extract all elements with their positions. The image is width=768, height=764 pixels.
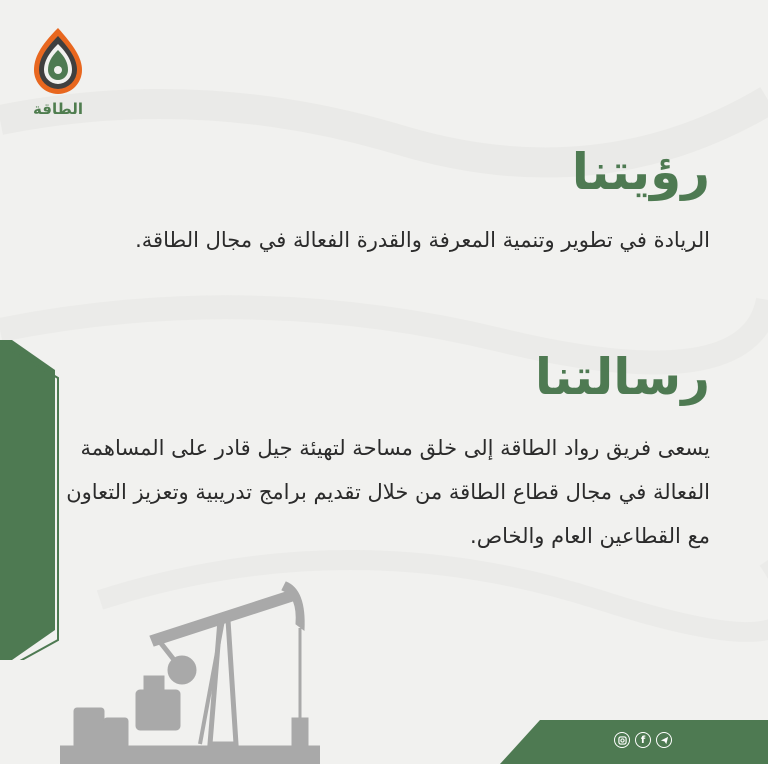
vision-title: رؤيتنا [571,143,710,201]
logo-emblem-icon [26,24,90,104]
facebook-glyph: f [640,734,646,746]
logo-text: الطاقة [33,100,83,118]
telegram-icon[interactable] [656,732,672,748]
social-icons [614,732,672,748]
mission-title: رسالتنا [534,348,710,406]
facebook-icon[interactable] [635,732,651,748]
brand-logo [26,24,90,124]
side-decorative-bar [0,340,60,660]
telegram-glyph-icon [660,736,669,745]
vision-text: الريادة في تطوير وتنمية المعرفة والقدرة الفعالة في مجال الطاقة. [135,228,710,252]
mission-text: يسعى فريق رواد الطاقة إلى خلق مساحة لتهيئة جيل قادر على المساهمة الفعالة في مجال قطاع الطاقة من خلال تقديم برامج تدريبية وتعزيز التعاون مع القطاعين العام والخاص. [66,436,710,548]
instagram-icon[interactable] [614,732,630,748]
instagram-glyph-icon [618,736,627,745]
oil-pumpjack-illustration [60,560,320,764]
